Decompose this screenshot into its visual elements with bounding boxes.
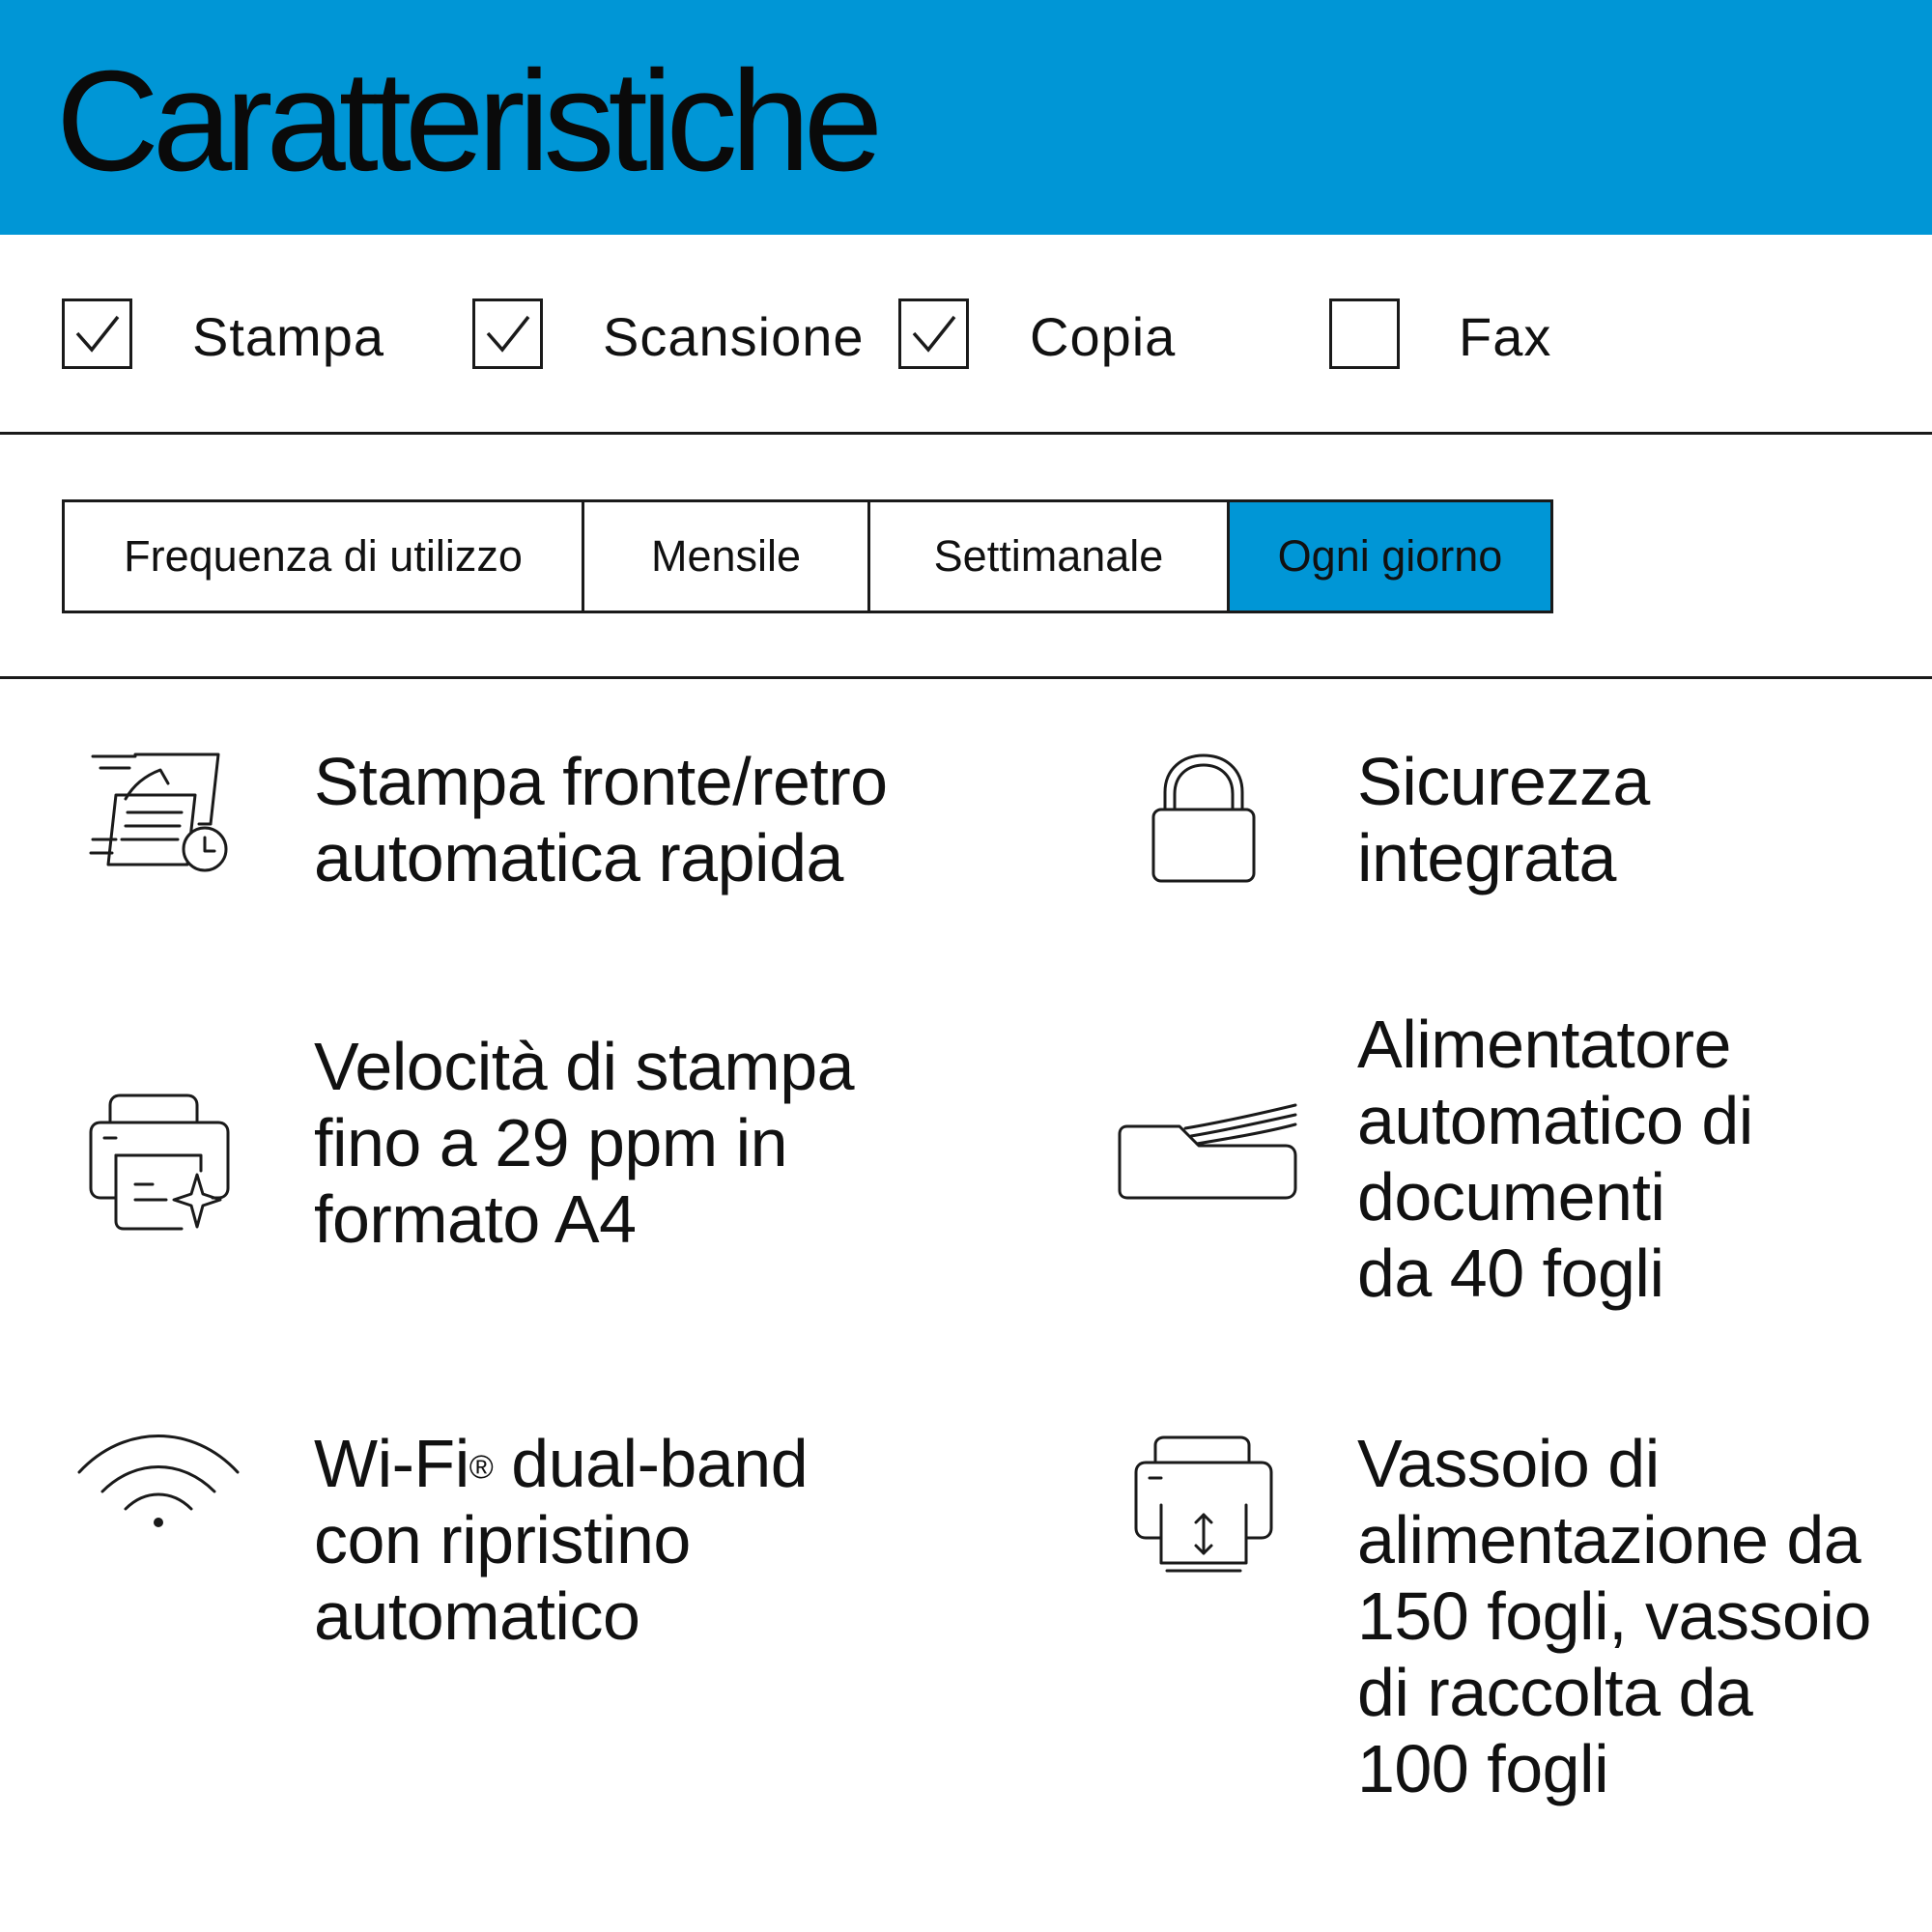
divider — [0, 676, 1932, 679]
page-title: Caratteristiche — [56, 42, 877, 201]
checkbox-label-scansione: Scansione — [603, 306, 865, 367]
frequency-option-settimanale[interactable]: Settimanale — [870, 502, 1230, 611]
wifi-icon — [75, 1432, 242, 1530]
feature-text-feeder: Alimentatore automatico di documenti da 40 fogli — [1357, 1007, 1753, 1311]
frequency-label: Frequenza di utilizzo — [65, 502, 584, 611]
frequency-option-mensile[interactable]: Mensile — [584, 502, 870, 611]
checkbox-copia[interactable] — [898, 298, 969, 369]
feature-text-duplex: Stampa fronte/retro automatica rapida — [314, 744, 888, 895]
checkbox-label-copia: Copia — [1030, 306, 1177, 367]
padlock-icon — [1150, 752, 1258, 885]
duplex-print-timer-icon — [87, 749, 232, 879]
document-feeder-icon — [1116, 1103, 1299, 1202]
checkmark-icon — [475, 301, 540, 366]
wifi-label: Wi-Fi — [314, 1426, 469, 1501]
header-banner — [0, 0, 1932, 235]
checkmark-icon — [65, 301, 129, 366]
registered-mark: ® — [469, 1449, 494, 1486]
checkbox-fax[interactable] — [1329, 298, 1400, 369]
divider — [0, 432, 1932, 435]
checkbox-scansione[interactable] — [472, 298, 543, 369]
printer-sparkle-icon — [87, 1092, 232, 1235]
feature-text-security: Sicurezza integrata — [1357, 744, 1650, 895]
checkbox-label-fax: Fax — [1459, 306, 1552, 367]
checkbox-stampa[interactable] — [62, 298, 132, 369]
wifi-description: dual-band con ripristino automatico — [314, 1426, 809, 1654]
checkbox-label-stampa: Stampa — [192, 306, 384, 367]
checkmark-icon — [901, 301, 966, 366]
feature-text-speed: Velocità di stampa fino a 29 ppm in formato A4 — [314, 1029, 855, 1257]
frequency-option-ogni-giorno[interactable]: Ogni giorno — [1230, 502, 1550, 611]
feature-text-wifi — [314, 1426, 808, 1655]
usage-frequency-selector — [62, 499, 1553, 613]
feature-text-tray: Vassoio di alimentazione da 150 fogli, vassoio di raccolta da 100 fogli — [1357, 1426, 1871, 1806]
printer-tray-icon — [1132, 1434, 1275, 1575]
